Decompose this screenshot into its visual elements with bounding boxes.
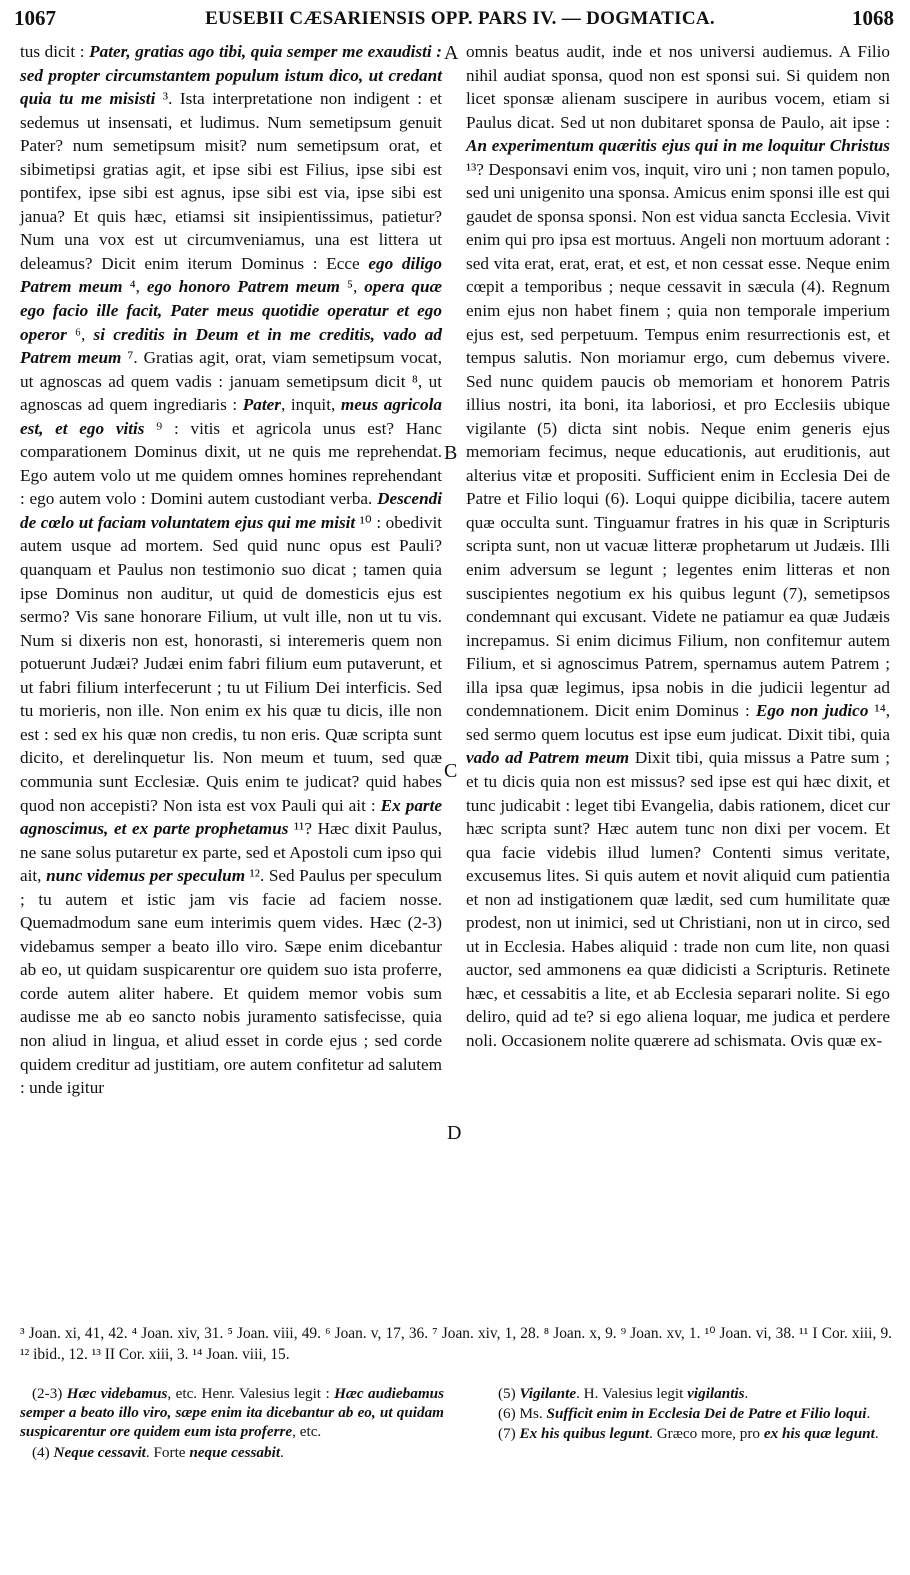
text-run: . H. Valesius legit — [576, 1385, 688, 1402]
editorial-notes-right — [486, 1384, 890, 1445]
italic-quote: ex his quæ legunt — [763, 1425, 875, 1443]
italic-quote: si creditis in Deum et in me creditis, vado ad Patrem meum — [20, 324, 442, 368]
text-run: . Forte — [145, 1443, 190, 1461]
italic-quote: ego diligo Patrem meum — [20, 253, 442, 297]
italic-quote: neque cessabit — [189, 1443, 281, 1461]
text-run: (6) Ms. — [498, 1405, 547, 1423]
italic-quote: Ego non judico — [755, 701, 869, 721]
italic-quote: vigilantis — [687, 1385, 745, 1402]
italic-quote: An experimentum quæritis ejus qui in me loquitur Christus — [466, 136, 890, 156]
right-page-number: 1068 — [852, 6, 894, 30]
text-run: ¹⁴, sed sermo quem locutus est ipse eum judicat. Dixit tibi, quia — [466, 701, 890, 744]
italic-quote: Pater, gratias ago tibi, quia semper me exaudisti : sed propter circumstantem populum istum dico, ut credant quia tu me misisti — [20, 42, 442, 109]
text-run: ⁶, — [66, 324, 94, 344]
text-run: ⁴, — [122, 277, 147, 297]
section-marker-d: D — [447, 1122, 462, 1144]
italic-quote: Vigilante — [519, 1385, 577, 1402]
footnote-line: ³ Joan. xi, 41, 42. ⁴ Joan. xiv, 31. ⁵ Joan. viii, 49. ⁶ Joan. v, 17, 36. ⁷ Joan. xiv, 1, 28. ⁸ Joan. x, 9. ⁹ Joan. xv, 1. ¹⁰ Joan. vi, 38. ¹¹ I Cor. xiii, 9. ¹² ibid., 12. ¹³ II Cor. xiii, 3. ¹⁴ Joan. viii, 15. — [20, 1325, 892, 1363]
italic-quote: meus agricola est, et ego vitis — [20, 395, 442, 438]
running-header — [0, 0, 910, 34]
italic-quote: nunc videmus per speculum — [46, 866, 246, 886]
text-run: ¹³? Desponsavi enim vos, inquit, viro uni ; non tamen populo, sed uni unigenito una sponsa. Amicus enim sponsi ille est qui gaudet de sponsa sponsi. Non est vidua sancta Ecclesia. Vivit enim qui pro ipsa est mortuus. Angeli non mortuum adorant : sed vita erat, erat, erat, et est, et non cessat esse. Neque enim cœpit a temporibus ; neque cessavit in sæcula (4). Regnum enim ejus non habet finem ; quia non temporale imperium ejus est, sed perpetuum. Tempus enim resurrectionis est, et tempus salutis. Non moriamur ergo, cum debemus vivere. Sed nunc quidem paucis ob memoriam et honorem Patris illius nostri, ita boni, ita laboriosi, et pro Ecclesiis ubique vigilante (5) dicta sint nobis. Neque enim generis ejus memoriam fecimus, neque educationis, aut eruditionis, aut alterius vitæ et propositi. Sufficient enim in Ecclesia Dei de Patre et Filio loqui (6). Loqui quippe dicibilia, tacere autem quæ occulta sunt. Tinguamur fratres in his quæ in Scripturis scripta sunt, non ut vacuæ litteræ prophetarum ut Judæis. Illi enim adversum se legunt ; legentes enim litteras et non suscipientes negotium ex his quibus legunt (7), semetipsos condemnant qui excusant. Videte ne patiamur ea quæ Judæis increpamus. Si enim dicimus Filium, non confitemur autem Filium, et si agnoscimus Patrem, spernamus autem Patrem ; illa ipsa quæ legimus, ipsa nobis in die judicii legentur ad condemnationem. Dicit enim Dominus : — [466, 159, 890, 721]
italic-quote: Hæc audiebamus semper a beato illo viro, sæpe enim ita dicebantur ab eo, ut quidam suspicarentur ore quidem eum ista proferre — [20, 1385, 444, 1441]
text-run: tus dicit : — [20, 42, 90, 61]
italic-quote: opera quæ ego facio ille facit, Pater meus quotidie operatur et ego operor — [20, 277, 443, 344]
text-run: (2-3) — [32, 1385, 67, 1402]
text-run: ⁵, — [339, 277, 365, 297]
text-run: ³. Ista interpretatione non indigent : et sedemus ut insensati, et ludimus. Num semetipsum genuit Pater? num semetipsum misit? num semetipsum orat, et sibimetipsi gratias agit, et ipse sibi est Filius, ipse sibi est pontifex, ipse sibi est agnus, ipse sibi est via, ipse sibi est janua? Et quis hæc, etiamsi sit insipientissimus, patietur? Num una vox est ut circumveniamus, una est littera ut deleamus? Dicit enim iterum Dominus : Ecce — [20, 89, 442, 273]
text-run: (5) — [498, 1385, 520, 1402]
italic-quote: ego honoro Patrem meum — [146, 277, 340, 297]
left-column — [20, 40, 442, 1100]
italic-quote: Ex his quibus legunt — [519, 1425, 650, 1443]
text-run: (7) — [498, 1425, 520, 1443]
italic-quote: Neque cessavit — [53, 1443, 146, 1461]
note-paragraph — [20, 1443, 444, 1462]
text-run: . Græco more, pro — [649, 1425, 764, 1443]
section-marker-c: C — [444, 760, 458, 782]
italic-quote: Sufficit enim in Ecclesia Dei de Patre et Filio loqui — [546, 1405, 867, 1423]
text-run: , inquit, — [280, 395, 341, 415]
italic-quote: Descendi de cœlo ut faciam voluntatem ejus qui me misit — [20, 489, 442, 532]
text-run: omnis beatus audit, inde et nos universi audiemus. A Filio nihil audiat sponsa, quod non est sponsi sui. Si quidem non licet sponsæ alienam suscipere in auribus vocem, etiam si Paulus dicat. Sed ut non dubitaret sponsa de Paulo, ait ipse : — [466, 42, 890, 132]
scripture-footnotes — [20, 1324, 892, 1365]
text-run: Dixit tibi, quia missus a Patre sum ; et tu dicis quia non est missus? sed ipse est qui hæc dixit, et tunc judicabit : leget tibi Evangelia, dabis rationem, dicet cur hæc scripta sunt? Hæc autem tunc non dixi per vocem. Et qua facie videbis illud lumen? Contenti simus veritate, excusemus lites. Si quis autem et novit aliquid cum patientia et non ad instigationem quæ lædit, sed cum humilitate quæ prodest, non ut inimici, sed ut Christiani, non ut in circo, sed ut in Ecclesia. Habes aliquid : trade non cum lite, non quasi auctor, sed ammonens ea quæ didicisti a Scripturis. Retinete hæc, et cessabitis a lite, et ab Ecclesia separari nolite. Si ego deliro, quid ad te? si ego aliena loquar, me judica et perdere noli. Occasionem nolite quærere ad schismata. Ovis quæ ex- — [466, 748, 890, 1050]
text-run: , etc. Henr. Valesius legit : — [167, 1385, 335, 1402]
text-run: ⁷. Gratias agit, orat, viam semetipsum vocat, ut agnoscas ad quem vadis : januam semetipsum dicit ⁸, ut agnoscas ad quem ingrediaris : — [20, 348, 442, 415]
text-run: ⁹ : vitis et agricola unus est? Hanc comparationem Dominus dixit, ut ne quis me reprehendat. Ego autem volo ut me quidem omnes homines reprehendant : ego autem volo : Domini autem custodiant verba. — [20, 418, 442, 509]
editorial-notes-left — [20, 1384, 444, 1463]
body-paragraph — [20, 40, 442, 1100]
text-run: . — [744, 1385, 749, 1402]
note-paragraph — [20, 1384, 444, 1442]
note-paragraph — [486, 1384, 890, 1403]
text-run: ¹¹? Hæc dixit Paulus, ne sane solus putaretur ex parte, sed et Apostoli cum ipso qui ait, — [20, 819, 442, 886]
text-run: . — [280, 1443, 284, 1461]
text-run: , etc. — [292, 1423, 322, 1441]
italic-quote: vado ad Patrem meum — [466, 748, 630, 768]
note-paragraph — [486, 1424, 890, 1443]
section-marker-a: A — [444, 42, 459, 64]
text-run: . — [874, 1425, 879, 1443]
italic-quote: Hæc videbamus — [66, 1385, 168, 1402]
text-run: ¹⁰ : obedivit autem usque ad mortem. Sed quid nunc opus est Pauli? quanquam et Paulus non testimonio suo dicat ; tamen quia ipse Dominus non auditur, ut quid de domesticis ejus est sermo? Vis sane honorare Filium, ut vult ille, non ut tu vis. Num si dixeris non est, honorasti, si interemeris quem non potuerunt Judæi? Judæi enim fabri filium eum putaverunt, et ut fabri filium interfecerunt ; tu ut Filium Dei interficis. Sed tu morieris, non ille. Non enim ex his quæ tu dicis, ille non est : sed ex his quæ non credis, tu non eris. Quæ scripta sunt dicito, et derelinquetur lis. Non meum et tuum, sed quæ communia sunt Ecclesiæ. Quis enim te judicat? quid habes quod non accepisti? Non ista est vox Pauli qui ait : — [20, 512, 442, 815]
body-paragraph — [466, 40, 890, 1053]
italic-quote: Ex parte agnoscimus, et ex parte prophetamus — [20, 795, 443, 839]
text-run: (4) — [32, 1443, 54, 1461]
text-run: ¹². Sed Paulus per speculum ; tu autem et istic jam vis facie ad faciem nosse. Quemadmodum sane eum interimis quem vides. Hæc (2-3) videbamus semper a beato illo viro. Sæpe enim dicebantur ab eo, ut quidam suspicarentur ore quidem suo ista proferre, corde autem aliter habere. Et quidem memor vobis sum audisse me ab eo sancto nobis juramento satisfecisse, quia non aliud in lingua, et aliud esset in corde ejus ; sed corde quidem creditur ad justitiam, ore autem confitetur ad salutem : unde igitur — [20, 866, 442, 1098]
left-page-number: 1067 — [14, 6, 56, 30]
text-run: . — [866, 1405, 871, 1423]
italic-quote: Pater — [242, 395, 281, 415]
running-title: EUSEBII CÆSARIENSIS OPP. PARS IV. — DOGMATICA. — [205, 8, 715, 29]
right-column — [466, 40, 890, 1053]
note-paragraph — [486, 1404, 890, 1423]
section-marker-b: B — [444, 442, 458, 464]
